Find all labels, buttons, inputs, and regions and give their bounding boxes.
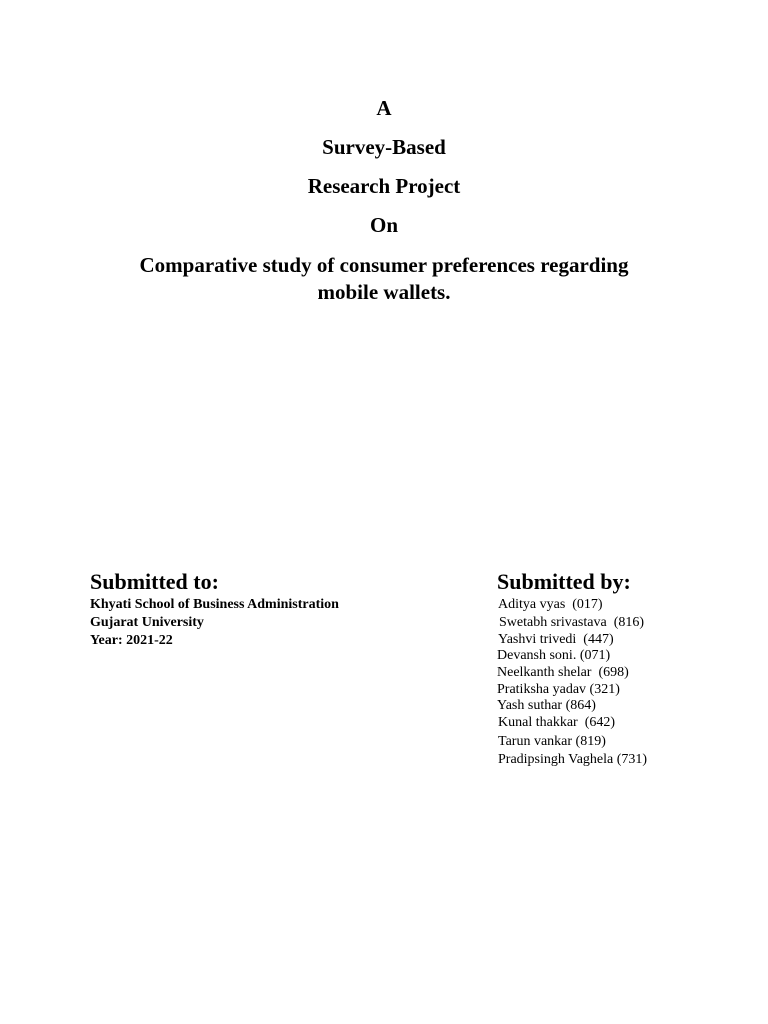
member-name: Pradipsingh Vaghela (731) xyxy=(498,752,648,767)
member-name: Swetabh srivastava (816) xyxy=(499,615,645,630)
member-name: Aditya vyas (017) xyxy=(498,597,603,612)
member-name: Tarun vankar (819) xyxy=(498,734,606,749)
submitted-to-details xyxy=(90,596,339,650)
project-topic-line-2: mobile wallets. xyxy=(317,280,451,304)
member-name: Pratiksha yadav (321) xyxy=(497,682,620,697)
project-topic-line-1: Comparative study of consumer preferences regarding xyxy=(139,253,629,277)
member-name: Devansh soni. (071) xyxy=(497,648,611,663)
member-name: Neelkanth shelar (698) xyxy=(497,665,629,680)
submitted-to-heading: Submitted to: xyxy=(90,569,219,594)
institution-name: Khyati School of Business Administration xyxy=(90,597,339,612)
university-name: Gujarat University xyxy=(90,615,204,630)
member-name: Yashvi trivedi (447) xyxy=(498,632,614,647)
title-research-project: Research Project xyxy=(307,174,461,198)
title-a: A xyxy=(376,96,392,120)
submitted-by-heading: Submitted by: xyxy=(497,569,631,594)
project-topic xyxy=(0,252,768,306)
member-name: Kunal thakkar (642) xyxy=(498,715,616,730)
title-survey-based: Survey-Based xyxy=(322,135,446,159)
academic-year: Year: 2021-22 xyxy=(90,633,173,648)
member-name: Yash suthar (864) xyxy=(497,698,596,713)
title-on: On xyxy=(369,213,398,237)
